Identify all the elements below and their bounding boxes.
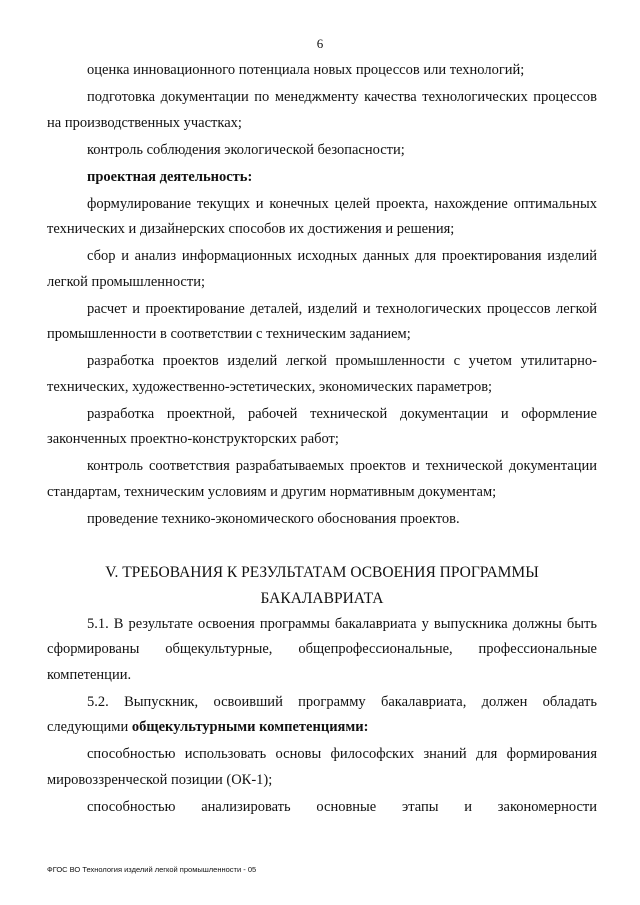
page-number: 6 bbox=[316, 36, 324, 51]
document-body bbox=[47, 58, 597, 822]
paragraph: сбор и анализ информационных исходных данных для проектирования изделий легкой промышленности; bbox=[47, 248, 597, 290]
paragraph: разработка проектной, рабочей технической документации и оформление законченных проектно-конструкторских работ; bbox=[47, 405, 597, 447]
paragraph: контроль соблюдения экологической безопасности; bbox=[87, 141, 405, 158]
page-footer: ФГОС ВО Технология изделий легкой промышленности - 05 bbox=[47, 865, 257, 874]
paragraph: расчет и проектирование деталей, изделий и технологических процессов легкой промышленности в соответствии с техническим заданием; bbox=[47, 300, 597, 342]
paragraph: оценка инновационного потенциала новых процессов или технологий; bbox=[87, 62, 525, 78]
paragraph: проведение технико-экономического обоснования проектов. bbox=[87, 510, 460, 527]
paragraph-5-2-text: 5.2. Выпускник, освоивший программу бакалавриата, должен обладать следующими bbox=[47, 693, 597, 735]
section-title: V. ТРЕБОВАНИЯ К РЕЗУЛЬТАТАМ ОСВОЕНИЯ ПРОГРАММЫ bbox=[105, 563, 539, 581]
paragraph: разработка проектов изделий легкой промышленности с учетом утилитарно-технических, художественно-эстетических, экономических параметров; bbox=[47, 353, 597, 395]
paragraph-5-2-bold: общекультурными компетенциями: bbox=[131, 719, 369, 735]
section-title-continued: БАКАЛАВРИАТА bbox=[260, 589, 384, 607]
paragraph: подготовка документации по менеджменту качества технологических процессов на производственных участках; bbox=[47, 89, 597, 131]
paragraph-5-2 bbox=[47, 690, 597, 741]
subheading-project-activity: проектная деятельность: bbox=[87, 168, 253, 185]
paragraph-partial: способностью анализировать основные этапы и закономерности bbox=[87, 798, 597, 815]
paragraph: формулирование текущих и конечных целей проекта, нахождение оптимальных технических и дизайнерских способов их достижения и решения; bbox=[47, 195, 597, 237]
paragraph: контроль соответствия разрабатываемых проектов и технической документации стандартам, техническим условиям и другим нормативным документам; bbox=[47, 458, 597, 500]
paragraph-5-1: 5.1. В результате освоения программы бакалавриата у выпускника должны быть сформированы общекультурные, общепрофессиональные, профессиональные компетенции. bbox=[47, 615, 597, 683]
paragraph-ok-1: способностью использовать основы философских знаний для формирования мировоззренческой позиции (ОК-1); bbox=[47, 746, 597, 788]
